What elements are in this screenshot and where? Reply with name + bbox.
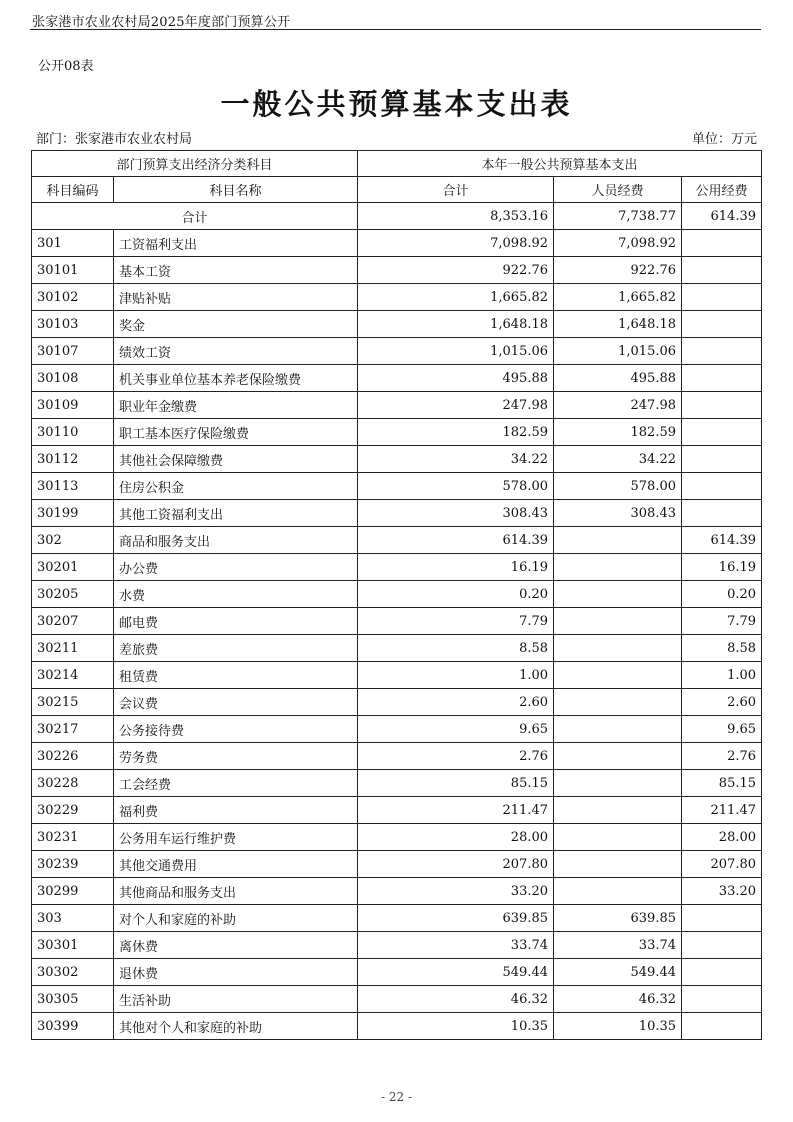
cell-total: 34.22 [358, 446, 554, 473]
cell-code: 30107 [32, 338, 114, 365]
cell-code: 30205 [32, 581, 114, 608]
cell-personnel [554, 554, 682, 581]
table-row [32, 473, 762, 500]
cell-public [682, 392, 762, 419]
cell-personnel: 1,665.82 [554, 284, 682, 311]
total-label: 合计 [32, 203, 358, 230]
cell-code: 30217 [32, 716, 114, 743]
table-row [32, 770, 762, 797]
cell-code: 30301 [32, 932, 114, 959]
cell-name: 其他工资福利支出 [114, 500, 358, 527]
table-row [32, 797, 762, 824]
header-rule [30, 29, 761, 30]
cell-personnel [554, 527, 682, 554]
cell-total: 1,648.18 [358, 311, 554, 338]
cell-personnel [554, 689, 682, 716]
cell-public: 211.47 [682, 797, 762, 824]
cell-public: 9.65 [682, 716, 762, 743]
cell-public [682, 932, 762, 959]
table-row [32, 608, 762, 635]
cell-total: 1,665.82 [358, 284, 554, 311]
cell-name: 公务接待费 [114, 716, 358, 743]
table-row [32, 554, 762, 581]
form-number: 公开08表 [38, 59, 94, 74]
table-row [32, 365, 762, 392]
table-row [32, 986, 762, 1013]
cell-personnel: 10.35 [554, 1013, 682, 1040]
cell-total: 28.00 [358, 824, 554, 851]
table-row [32, 230, 762, 257]
cell-public: 1.00 [682, 662, 762, 689]
cell-code: 30199 [32, 500, 114, 527]
cell-total: 2.76 [358, 743, 554, 770]
cell-name: 工会经费 [114, 770, 358, 797]
cell-code: 30103 [32, 311, 114, 338]
cell-personnel: 34.22 [554, 446, 682, 473]
total-public: 614.39 [682, 203, 762, 230]
cell-code: 30101 [32, 257, 114, 284]
cell-code: 30302 [32, 959, 114, 986]
cell-total: 308.43 [358, 500, 554, 527]
table-row [32, 662, 762, 689]
cell-personnel [554, 743, 682, 770]
cell-code: 30228 [32, 770, 114, 797]
table-row [32, 743, 762, 770]
table-row [32, 392, 762, 419]
cell-name: 对个人和家庭的补助 [114, 905, 358, 932]
cell-total: 182.59 [358, 419, 554, 446]
cell-code: 303 [32, 905, 114, 932]
cell-name: 劳务费 [114, 743, 358, 770]
cell-public [682, 365, 762, 392]
cell-total: 7,098.92 [358, 230, 554, 257]
cell-public: 28.00 [682, 824, 762, 851]
cell-code: 30102 [32, 284, 114, 311]
cell-code: 30239 [32, 851, 114, 878]
cell-personnel [554, 635, 682, 662]
total-row [32, 203, 762, 230]
cell-total: 2.60 [358, 689, 554, 716]
cell-total: 211.47 [358, 797, 554, 824]
running-header: 张家港市农业农村局2025年度部门预算公开 [32, 15, 291, 30]
cell-code: 302 [32, 527, 114, 554]
cell-name: 办公费 [114, 554, 358, 581]
cell-personnel [554, 716, 682, 743]
budget-table [31, 150, 762, 1040]
cell-personnel: 46.32 [554, 986, 682, 1013]
cell-personnel [554, 878, 682, 905]
cell-public: 2.60 [682, 689, 762, 716]
group-header-classification: 部门预算支出经济分类科目 [32, 151, 358, 177]
table-row [32, 284, 762, 311]
cell-total: 85.15 [358, 770, 554, 797]
cell-personnel: 7,098.92 [554, 230, 682, 257]
cell-public [682, 473, 762, 500]
table-row [32, 338, 762, 365]
cell-total: 1.00 [358, 662, 554, 689]
cell-personnel: 247.98 [554, 392, 682, 419]
cell-total: 9.65 [358, 716, 554, 743]
cell-public [682, 230, 762, 257]
cell-personnel: 578.00 [554, 473, 682, 500]
cell-public: 207.80 [682, 851, 762, 878]
cell-name: 津贴补贴 [114, 284, 358, 311]
cell-total: 495.88 [358, 365, 554, 392]
table-row [32, 581, 762, 608]
cell-public: 8.58 [682, 635, 762, 662]
cell-code: 30108 [32, 365, 114, 392]
cell-total: 549.44 [358, 959, 554, 986]
cell-public [682, 419, 762, 446]
cell-total: 0.20 [358, 581, 554, 608]
cell-personnel: 182.59 [554, 419, 682, 446]
cell-public: 16.19 [682, 554, 762, 581]
cell-code: 30109 [32, 392, 114, 419]
cell-total: 1,015.06 [358, 338, 554, 365]
cell-personnel: 495.88 [554, 365, 682, 392]
cell-name: 生活补助 [114, 986, 358, 1013]
column-header-code: 科目编码 [32, 177, 114, 203]
cell-personnel [554, 851, 682, 878]
cell-code: 30207 [32, 608, 114, 635]
group-header-basic-expenditure: 本年一般公共预算基本支出 [358, 151, 762, 177]
cell-total: 614.39 [358, 527, 554, 554]
cell-name: 差旅费 [114, 635, 358, 662]
table-row [32, 824, 762, 851]
cell-name: 住房公积金 [114, 473, 358, 500]
table-row [32, 716, 762, 743]
cell-code: 30110 [32, 419, 114, 446]
cell-code: 30112 [32, 446, 114, 473]
cell-public [682, 446, 762, 473]
cell-public [682, 986, 762, 1013]
cell-personnel [554, 824, 682, 851]
cell-name: 公务用车运行维护费 [114, 824, 358, 851]
cell-total: 247.98 [358, 392, 554, 419]
cell-name: 职业年金缴费 [114, 392, 358, 419]
table-row [32, 905, 762, 932]
cell-code: 30299 [32, 878, 114, 905]
table-row [32, 932, 762, 959]
table-row [32, 635, 762, 662]
cell-total: 10.35 [358, 1013, 554, 1040]
cell-name: 福利费 [114, 797, 358, 824]
cell-code: 30305 [32, 986, 114, 1013]
table-row [32, 500, 762, 527]
cell-code: 30214 [32, 662, 114, 689]
cell-name: 机关事业单位基本养老保险缴费 [114, 365, 358, 392]
cell-name: 工资福利支出 [114, 230, 358, 257]
cell-total: 7.79 [358, 608, 554, 635]
table-row [32, 851, 762, 878]
table-row [32, 689, 762, 716]
cell-public [682, 311, 762, 338]
cell-name: 退休费 [114, 959, 358, 986]
cell-name: 会议费 [114, 689, 358, 716]
cell-name: 奖金 [114, 311, 358, 338]
cell-personnel [554, 581, 682, 608]
cell-public [682, 338, 762, 365]
unit-label: 单位：万元 [691, 132, 757, 147]
cell-public [682, 959, 762, 986]
cell-total: 46.32 [358, 986, 554, 1013]
cell-name: 职工基本医疗保险缴费 [114, 419, 358, 446]
cell-personnel: 639.85 [554, 905, 682, 932]
cell-name: 租赁费 [114, 662, 358, 689]
cell-code: 30201 [32, 554, 114, 581]
cell-code: 30113 [32, 473, 114, 500]
cell-public: 2.76 [682, 743, 762, 770]
cell-code: 30215 [32, 689, 114, 716]
header-column-row [32, 177, 762, 203]
cell-code: 30211 [32, 635, 114, 662]
cell-personnel: 549.44 [554, 959, 682, 986]
cell-personnel: 33.74 [554, 932, 682, 959]
cell-name: 其他社会保障缴费 [114, 446, 358, 473]
cell-name: 其他商品和服务支出 [114, 878, 358, 905]
table-row [32, 311, 762, 338]
cell-total: 33.20 [358, 878, 554, 905]
cell-name: 基本工资 [114, 257, 358, 284]
total-total: 8,353.16 [358, 203, 554, 230]
table-row [32, 1013, 762, 1040]
page-title: 一般公共预算基本支出表 [220, 87, 573, 121]
cell-personnel: 308.43 [554, 500, 682, 527]
cell-name: 离休费 [114, 932, 358, 959]
table-row [32, 878, 762, 905]
table-row [32, 527, 762, 554]
cell-total: 922.76 [358, 257, 554, 284]
column-header-public: 公用经费 [682, 177, 762, 203]
cell-public [682, 284, 762, 311]
cell-name: 水费 [114, 581, 358, 608]
cell-total: 8.58 [358, 635, 554, 662]
cell-code: 30226 [32, 743, 114, 770]
cell-personnel [554, 770, 682, 797]
column-header-total: 合计 [358, 177, 554, 203]
cell-personnel: 922.76 [554, 257, 682, 284]
cell-name: 绩效工资 [114, 338, 358, 365]
table-row [32, 257, 762, 284]
cell-total: 207.80 [358, 851, 554, 878]
table-row [32, 419, 762, 446]
cell-code: 30399 [32, 1013, 114, 1040]
header-group-row [32, 151, 762, 177]
cell-public: 33.20 [682, 878, 762, 905]
cell-public [682, 500, 762, 527]
cell-public [682, 905, 762, 932]
cell-name: 其他交通费用 [114, 851, 358, 878]
cell-public [682, 1013, 762, 1040]
cell-code: 30229 [32, 797, 114, 824]
department-label: 部门：张家港市农业农村局 [36, 132, 193, 147]
cell-code: 30231 [32, 824, 114, 851]
cell-name: 其他对个人和家庭的补助 [114, 1013, 358, 1040]
cell-public: 614.39 [682, 527, 762, 554]
cell-total: 639.85 [358, 905, 554, 932]
cell-personnel: 1,015.06 [554, 338, 682, 365]
page-number: - 22 - [380, 1090, 412, 1104]
cell-personnel [554, 662, 682, 689]
total-personnel: 7,738.77 [554, 203, 682, 230]
cell-total: 578.00 [358, 473, 554, 500]
cell-name: 商品和服务支出 [114, 527, 358, 554]
cell-personnel [554, 797, 682, 824]
cell-personnel: 1,648.18 [554, 311, 682, 338]
cell-public [682, 257, 762, 284]
cell-name: 邮电费 [114, 608, 358, 635]
cell-public: 7.79 [682, 608, 762, 635]
column-header-name: 科目名称 [114, 177, 358, 203]
cell-total: 16.19 [358, 554, 554, 581]
cell-code: 301 [32, 230, 114, 257]
column-header-personnel: 人员经费 [554, 177, 682, 203]
cell-public: 85.15 [682, 770, 762, 797]
cell-public: 0.20 [682, 581, 762, 608]
table-row [32, 446, 762, 473]
cell-personnel [554, 608, 682, 635]
cell-total: 33.74 [358, 932, 554, 959]
table-row [32, 959, 762, 986]
